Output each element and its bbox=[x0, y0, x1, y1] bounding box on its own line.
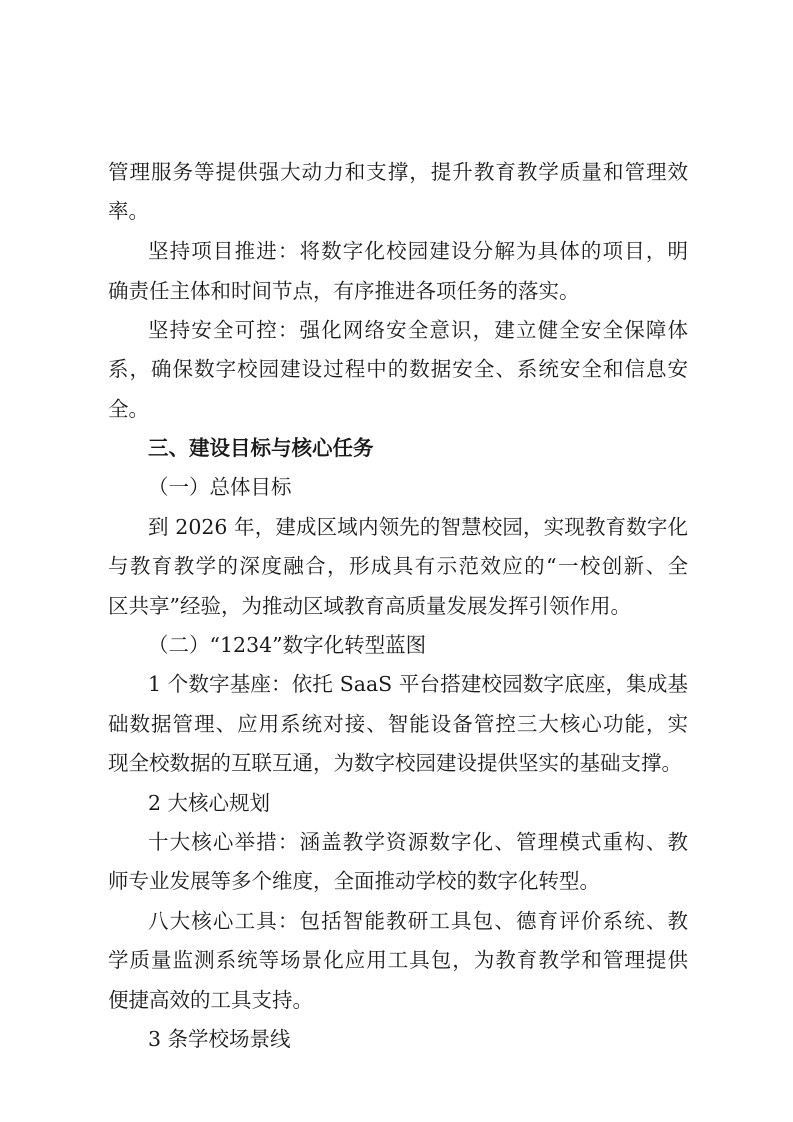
paragraph-line: 到 2026 年，建成区域内领先的智慧校园，实现教育数字化 bbox=[148, 515, 688, 539]
paragraph-line: 率。 bbox=[108, 199, 149, 223]
section-heading: 三、建设目标与核心任务 bbox=[148, 436, 374, 460]
paragraph-line: 坚持项目推进：将数字化校园建设分解为具体的项目，明 bbox=[148, 239, 688, 263]
subsection-heading: （二）“1234”数字化转型蓝图 bbox=[148, 633, 427, 657]
paragraph-line: 2 大核心规划 bbox=[148, 791, 271, 815]
paragraph-line: 1 个数字基座：依托 SaaS 平台搭建校园数字底座，集成基 bbox=[148, 672, 688, 696]
paragraph-line: 系，确保数字校园建设过程中的数据安全、系统安全和信息安 bbox=[108, 357, 688, 381]
paragraph-line: 管理服务等提供强大动力和支撑，提升教育教学质量和管理效 bbox=[108, 160, 688, 184]
paragraph-line: 坚持安全可控：强化网络安全意识，建立健全安全保障体 bbox=[148, 318, 688, 342]
paragraph-line: 便捷高效的工具支持。 bbox=[108, 988, 313, 1012]
paragraph-line: 现全校数据的互联互通，为数字校园建设提供坚实的基础支撑。 bbox=[108, 751, 682, 775]
paragraph-line: 八大核心工具：包括智能教研工具包、德育评价系统、教 bbox=[148, 909, 688, 933]
paragraph-line: 确责任主体和时间节点，有序推进各项任务的落实。 bbox=[108, 279, 580, 303]
paragraph-line: 学质量监测系统等场景化应用工具包，为教育教学和管理提供 bbox=[108, 948, 688, 972]
paragraph-line: 与教育教学的深度融合，形成具有示范效应的“一校创新、全 bbox=[108, 554, 688, 578]
paragraph-line: 全。 bbox=[108, 397, 149, 421]
paragraph-line: 十大核心举措：涵盖教学资源数字化、管理模式重构、教 bbox=[148, 830, 688, 854]
paragraph-line: 区共享”经验，为推动区域教育高质量发展发挥引领作用。 bbox=[108, 594, 631, 618]
paragraph-line: 师专业发展等多个维度，全面推动学校的数字化转型。 bbox=[108, 869, 600, 893]
subsection-heading: （一）总体目标 bbox=[148, 475, 292, 499]
paragraph-line: 3 条学校场景线 bbox=[148, 1027, 291, 1051]
paragraph-line: 础数据管理、应用系统对接、智能设备管控三大核心功能，实 bbox=[108, 712, 688, 736]
